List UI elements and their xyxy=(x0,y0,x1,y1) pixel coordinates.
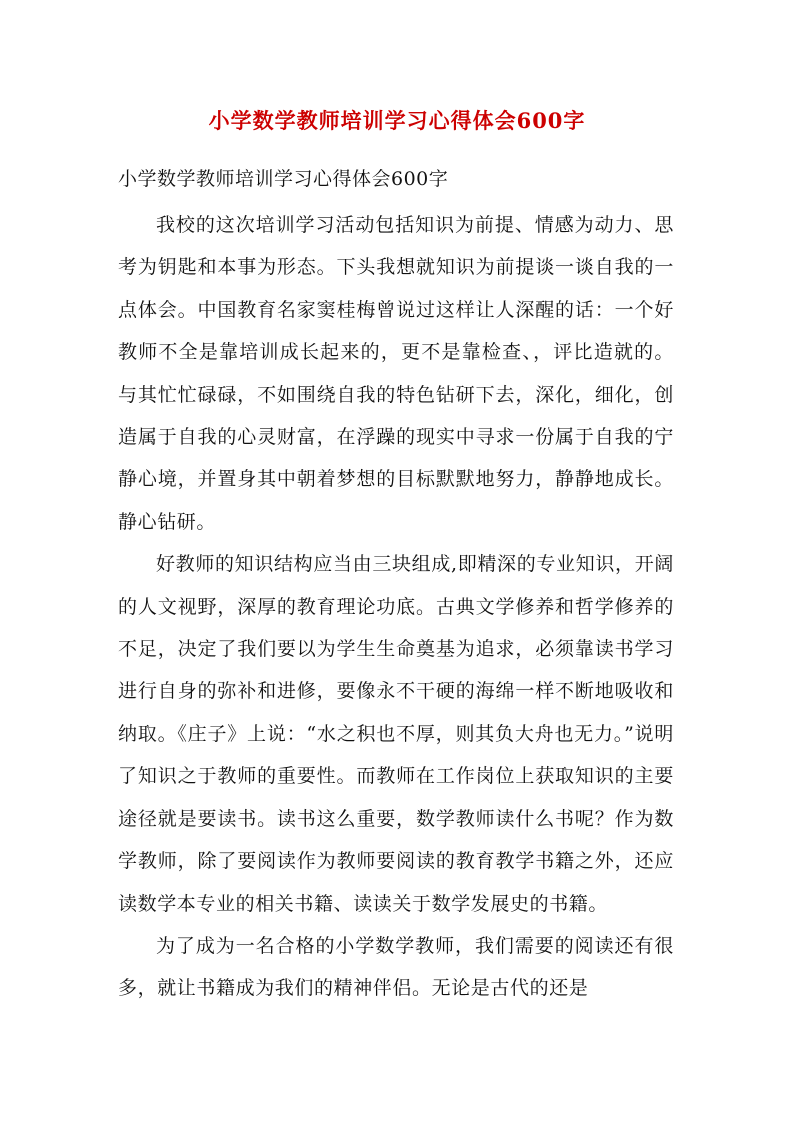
paragraph: 我校的这次培训学习活动包括知识为前提、情感为动力、思考为钥匙和本事为形态。下头我想就知识为前提谈一谈自我的一点体会。中国教育名家窦桂梅曾说过这样让人深醒的话：一个好教师不全是靠培训成长起来的，更不是靠检查、，评比造就的。与其忙忙碌碌，不如围绕自我的特色钻研下去，深化，细化，创造属于自我的心灵财富，在浮躁的现实中寻求一份属于自我的宁静心境，并置身其中朝着梦想的目标默默地努力，静静地成长。静心钻研。 xyxy=(118,214,674,533)
document-body xyxy=(118,204,674,1010)
paragraph: 好教师的知识结构应当由三块组成,即精深的专业知识，开阔的人文视野，深厚的教育理论功底。古典文学修养和哲学修养的不足，决定了我们要以为学生生命奠基为追求，必须靠读书学习进行自身的弥补和进修，要像永不干硬的海绵一样不断地吸收和纳取。《庄子》上说：“水之积也不厚，则其负大舟也无力。”说明了知识之于教师的重要性。而教师在工作岗位上获取知识的主要途径就是要读书。读书这么重要，数学教师读什么书呢？作为数学教师，除了要阅读作为教师要阅读的教育教学书籍之外，还应读数学本专业的相关书籍、读读关于数学发展史的书籍。 xyxy=(118,553,674,915)
document-title: 小学数学教师培训学习心得体会600字 xyxy=(208,108,586,133)
paragraph: 为了成为一名合格的小学数学教师，我们需要的阅读还有很多，就让书籍成为我们的精神伴侣。无论是古代的还是 xyxy=(118,934,674,1000)
document-subtitle: 小学数学教师培训学习心得体会600字 xyxy=(118,168,449,190)
